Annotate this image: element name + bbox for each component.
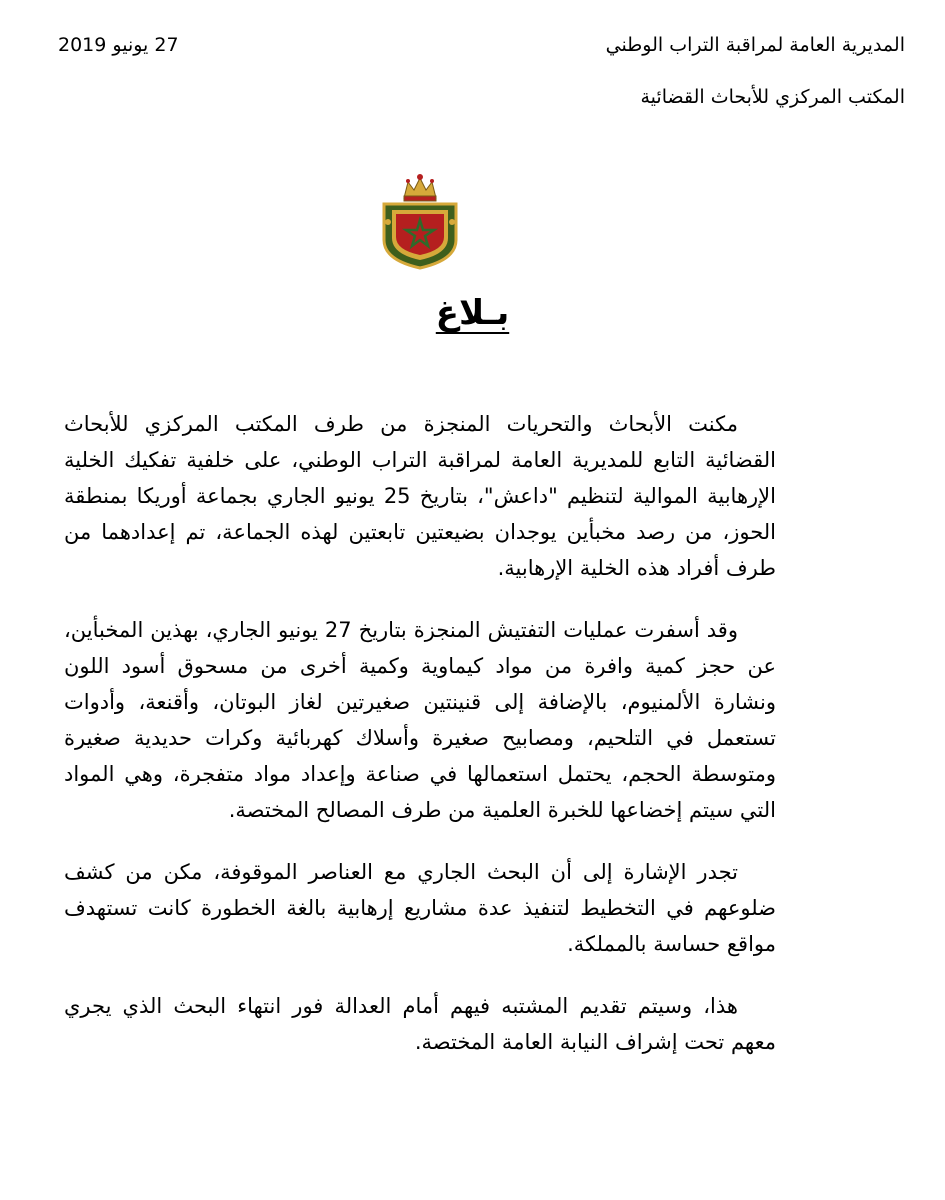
communique-body xyxy=(64,406,776,1086)
bureau-name: المكتب المركزي للأبحاث القضائية xyxy=(640,86,905,108)
letterhead-organization xyxy=(485,30,905,112)
document-date: 27 يونيو 2019 xyxy=(58,34,179,56)
paragraph-2: وقد أسفرت عمليات التفتيش المنجزة بتاريخ 27 يونيو الجاري، بهذين المخبأين، عن حجز كمية وافرة من مواد كيماوية وكمية أخرى من مسحوق أسود اللون ونشارة الألمنيوم، بالإضافة إلى قنينتين صغيرتين لغاز البوتان، وأقنعة، وأدوات تستعمل في التلحيم، ومصابيح صغيرة وأسلاك كهربائية وكرات حديدية صغيرة ومتوسطة الحجم، يحتمل استعمالها في صناعة وإعداد مواد متفجرة، وهي المواد التي سيتم إخضاعها للخبرة العلمية من طرف المصالح المختصة. xyxy=(64,618,776,822)
dgst-emblem-icon xyxy=(378,170,462,270)
paragraph-3: تجدر الإشارة إلى أن البحث الجاري مع العناصر الموقوفة، مكن من كشف ضلوعهم في التخطيط لتنفيذ عدة مشاريع إرهابية بالغة الخطورة كانت تستهدف مواقع حساسة بالمملكة. xyxy=(64,860,776,956)
paragraph-4: هذا، وسيتم تقديم المشتبه فيهم أمام العدالة فور انتهاء البحث الذي يجري معهم تحت إشراف النيابة العامة المختصة. xyxy=(64,994,776,1054)
paragraph-1: مكنت الأبحاث والتحريات المنجزة من طرف المكتب المركزي للأبحاث القضائية التابع للمديرية العامة لمراقبة التراب الوطني، على خلفية تفكيك الخلية الإرهابية الموالية لتنظيم "داعش"، بتاريخ 25 يونيو الجاري بجماعة أوريكا بمنطقة الحوز، من رصد مخبأين يوجدان بضيعتين تابعتين لهذه الجماعة، تم إعدادهما من طرف أفراد هذه الخلية الإرهابية. xyxy=(64,412,776,580)
directorate-name: المديرية العامة لمراقبة التراب الوطني xyxy=(605,34,905,56)
crown-icon xyxy=(404,174,436,201)
document-title xyxy=(0,288,945,338)
title-text: بـلاغ xyxy=(435,293,510,333)
